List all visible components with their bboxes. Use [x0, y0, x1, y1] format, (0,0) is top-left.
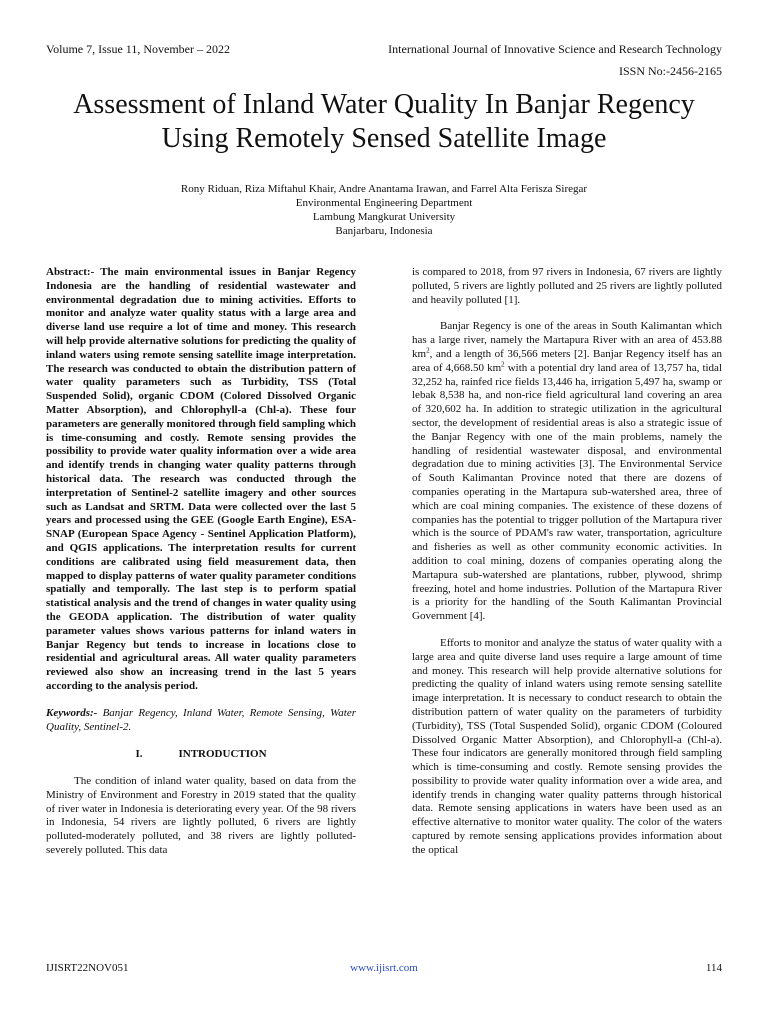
superscript: 2	[501, 360, 505, 369]
journal-issn: ISSN No:-2456-2165	[618, 64, 722, 78]
abstract	[46, 266, 356, 694]
department: Environmental Engineering Department	[295, 197, 473, 209]
right-column	[412, 266, 722, 858]
author-block	[40, 182, 728, 238]
page-number: 114	[705, 962, 722, 974]
paper-code: IJISRT22NOV051	[46, 962, 129, 974]
authors: Rony Riduan, Riza Miftahul Khair, Andre Anantama Irawan, and Farrel Alta Ferisza Siregar	[180, 183, 588, 195]
abstract-text: The main environmental issues in Banjar Regency Indonesia are the handling of residential wastewater and environmental degradation due to mining activities. Efforts to monitor and analyze water quality status with a large area and diverse land use require a lot of time and money. This research will help provide alternative solutions for predicting the quality of inland waters using remote sensing satellite image interpretation. The research was conducted to obtain the distribution pattern of water quality parameters such as Turbidity, TSS (Total Suspended Solid), organic CDOM (Colored Dissolved Organic Matter Absorption), and Chlorophyll-a (Chl-a). These four parameters are generally monitored through field sampling which is time-consuming and costly. Remote sensing provides the possibility to provide water quality information over a wide area and identify trends in changing water quality patterns through historical data. The research was conducted through the interpretation of Sentinel-2 satellite imagery and other sources such as Landsat and SRTM. Data were collected over the last 5 years and processed using the GEE (Google Earth Engine), ESA-SNAP (European Space Agency - Sentinel Application Platform), and QGIS applications. The interpretation results for current conditions are calibrated using field measurement data, then mapped to display patterns of water quality parameter conditions spatially and temporally. The last step is to perform spatial statistical analysis and the trend of changes in water quality using the GEODA application. The distribution of water quality parameter values shows various patterns for inland waters in Banjar Regency but tends to increase in locations close to residential and agricultural areas. All water quality parameters reviewed also show an increasing trend in the last 5 years according to the analysis period.	[46, 266, 356, 692]
intro-p2-part-a: Banjar Regency is one of the areas in South Kalimantan which has a large river, namely the Martapura River with an area of 453.88 km	[412, 320, 722, 360]
location: Banjarbaru, Indonesia	[335, 225, 433, 237]
intro-p2-part-b: , and a length of 36,566 meters [2]. Banjar Regency itself has an area of 4,668.50 km	[412, 347, 722, 374]
left-column	[46, 266, 356, 858]
section-heading	[46, 748, 356, 762]
intro-paragraph-1: The condition of inland water quality, based on data from the Ministry of Environment and Forestry in 2019 stated that the quality of river water in Indonesia is deteriorating every year. Of the 98 rivers in Indonesia, 54 rivers are lightly polluted, 6 rivers are lightly polluted-moderately polluted, and 38 rivers are lightly polluted-severely polluted. This data	[46, 775, 356, 857]
intro-p2-part-c: with a potential dry land area of 13,757 ha, tidal 32,252 ha, rainfed rice fields 13,446 ha, irrigation 5,497 ha, swamp or lebak 8,538 ha, and non-rice field agricultural land covering an area of 320,602 ha. In addition to strategic utilization in the agricultural sector, the development of residential areas is also a strategic issue of the Banjar Regency with one of the main problems, namely the handling of residential wastewater disposal, and environmental degradation due to mining activities [3]. The Environmental Service of South Kalimantan Province noted that there are dozens of companies operating in the Martapura sub-watershed area, three of which are coal mining companies. The existence of these dozens of companies has the potential to trigger pollution of the Martapura river which is the source of PDAM's raw water, transportation, agriculture and fisheries as well as other community economic activities. In addition to coal mining, dozens of companies operating along the Martapura sub-watershed are plantations, rubber, plywood, shrimp freezing, hotel and home industries. Pollution of the Martapura River is a priority for the handling of the South Kalimantan Provincial Government [4].	[412, 361, 723, 623]
abstract-label: Abstract:-	[46, 266, 95, 278]
journal-name: International Journal of Innovative Science and Research Technology	[388, 42, 722, 56]
paper-title: Assessment of Inland Water Quality In Banjar Regency Using Remotely Sensed Satellite Image	[73, 89, 695, 154]
university: Lambung Mangkurat University	[312, 211, 456, 223]
intro-paragraph-2	[412, 320, 722, 624]
superscript: 2	[426, 346, 430, 355]
section-title: INTRODUCTION	[178, 748, 267, 761]
journal-volume: Volume 7, Issue 11, November – 2022	[46, 42, 230, 56]
keywords-text: Banjar Regency, Inland Water, Remote Sensing, Water Quality, Sentinel-2.	[46, 706, 356, 733]
keywords-label: Keywords:-	[46, 706, 98, 719]
journal-url[interactable]: www.ijisrt.com	[350, 962, 418, 974]
intro-paragraph-3: Efforts to monitor and analyze the status of water quality with a large area and quite diverse land uses require a large amount of time and money. This research will help provide alternative solutions for predicting the quality of inland waters using remote sensing satellite image interpretation. It is necessary to conduct research to obtain the distribution pattern of water quality on the parameters of turbidity (Turbidity), TSS (Total Suspended Solid), organic CDOM (Coloured Dissolved Organic Matter Absorption), and Chlorophyll-a (Chl-a). These four indicators are generally monitored through field sampling which is time-consuming and costly. Remote sensing provides the possibility to provide water quality information over a wide area, and identify trends in changing water quality patterns through historical data. Remote sensing applications in waters have been used as an effective alternative to monitor water quality. The color of the waters captured by remote sensing applications provides information about the optical	[412, 636, 722, 856]
section-number: I.	[135, 748, 143, 761]
keywords	[46, 707, 356, 735]
intro-paragraph-1-continued: is compared to 2018, from 97 rivers in Indonesia, 67 rivers are lightly polluted, 5 rivers are lightly polluted and 25 rivers are lightly polluted and heavily polluted [1].	[412, 266, 722, 306]
